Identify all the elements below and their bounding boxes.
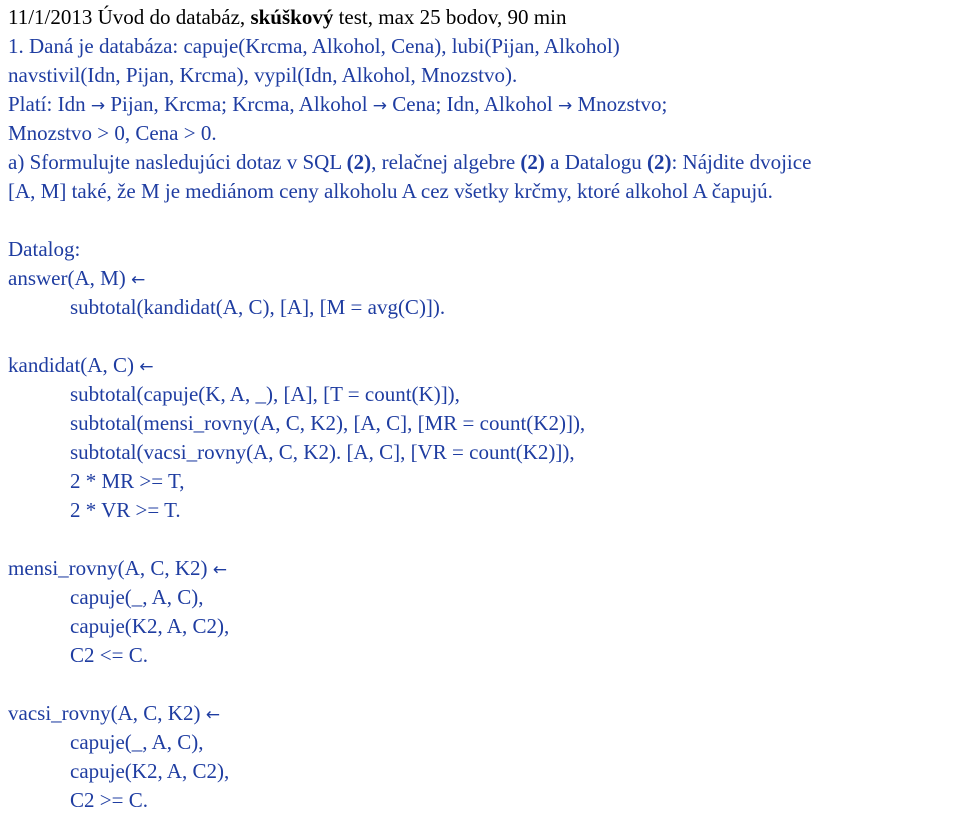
exam-date: 11/1/2013: [8, 5, 93, 29]
exam-header: [8, 3, 958, 32]
rule-body-line: 2 * VR >= T.: [70, 498, 181, 522]
rule-head-text: vacsi_rovny(A, C, K2): [8, 701, 201, 725]
rule-head-answer: [8, 264, 958, 293]
rule-body-line: capuje(K2, A, C2),: [70, 759, 230, 783]
points-ra: (2): [520, 150, 545, 174]
points-datalog: (2): [646, 150, 672, 174]
rule-head-text: kandidat(A, C): [8, 353, 134, 377]
test-type: skúškový: [250, 5, 334, 29]
left-arrow-icon: ←: [212, 560, 227, 580]
rule-head-vacsi-rovny: [8, 699, 958, 728]
rule-body-line: C2 >= C.: [70, 788, 148, 812]
rule-head-kandidat: [8, 351, 958, 380]
left-arrow-icon: ←: [205, 705, 220, 725]
course-name: Úvod do databáz,: [97, 5, 246, 29]
functional-dependencies: [8, 90, 958, 119]
rule-body-line: capuje(_, A, C),: [70, 585, 204, 609]
rule-body-line: capuje(_, A, C),: [70, 730, 204, 754]
spacer: [8, 525, 958, 554]
exam-info: test, max 25 bodov, 90 min: [338, 5, 567, 29]
left-arrow-icon: ←: [139, 357, 154, 377]
rule-head-text: answer(A, M): [8, 266, 126, 290]
datalog-heading: Datalog:: [8, 237, 81, 261]
fd-prefix: Platí: Idn: [8, 92, 86, 116]
rule-body-line: subtotal(kandidat(A, C), [A], [M = avg(C)]).: [70, 295, 446, 319]
task-text: , relačnej algebre: [371, 150, 516, 174]
question-line-1: 1. Daná je databáza: capuje(Krcma, Alkohol, Cena), lubi(Pijan, Alkohol): [8, 34, 620, 58]
fd-part-1: Pijan, Krcma; Krcma, Alkohol: [110, 92, 368, 116]
task-line-1: [8, 148, 958, 177]
rule-body-line: subtotal(mensi_rovny(A, C, K2), [A, C], [MR = count(K2)]),: [70, 411, 586, 435]
spacer: [8, 206, 958, 235]
spacer: [8, 322, 958, 351]
fd-part-2: Cena; Idn, Alkohol: [392, 92, 553, 116]
right-arrow-icon: →: [90, 96, 106, 116]
right-arrow-icon: →: [372, 96, 388, 116]
task-text: : Nájdite dvojice: [671, 150, 812, 174]
right-arrow-icon: →: [557, 96, 573, 116]
rule-head-text: mensi_rovny(A, C, K2): [8, 556, 208, 580]
rule-body-line: 2 * MR >= T,: [70, 469, 185, 493]
rule-body-line: subtotal(vacsi_rovny(A, C, K2). [A, C], [VR = count(K2)]),: [70, 440, 575, 464]
spacer: [8, 670, 958, 699]
question-line-2: navstivil(Idn, Pijan, Krcma), vypil(Idn, Alkohol, Mnozstvo).: [8, 63, 518, 87]
rule-body-line: capuje(K2, A, C2),: [70, 614, 230, 638]
constraints-line: Mnozstvo > 0, Cena > 0.: [8, 121, 217, 145]
rule-body-line: C2 <= C.: [70, 643, 148, 667]
points-sql: (2): [346, 150, 372, 174]
exam-document: [8, 3, 958, 815]
task-text: a Datalogu: [550, 150, 642, 174]
task-text: a) Sformulujte nasledujúci dotaz v SQL: [8, 150, 342, 174]
rule-body-line: subtotal(capuje(K, A, _), [A], [T = count(K)]),: [70, 382, 460, 406]
left-arrow-icon: ←: [131, 270, 146, 290]
fd-part-3: Mnozstvo;: [577, 92, 668, 116]
rule-head-mensi-rovny: [8, 554, 958, 583]
task-line-2: [A, M] také, že M je mediánom ceny alkoholu A cez všetky krčmy, ktoré alkohol A čapujú.: [8, 179, 773, 203]
